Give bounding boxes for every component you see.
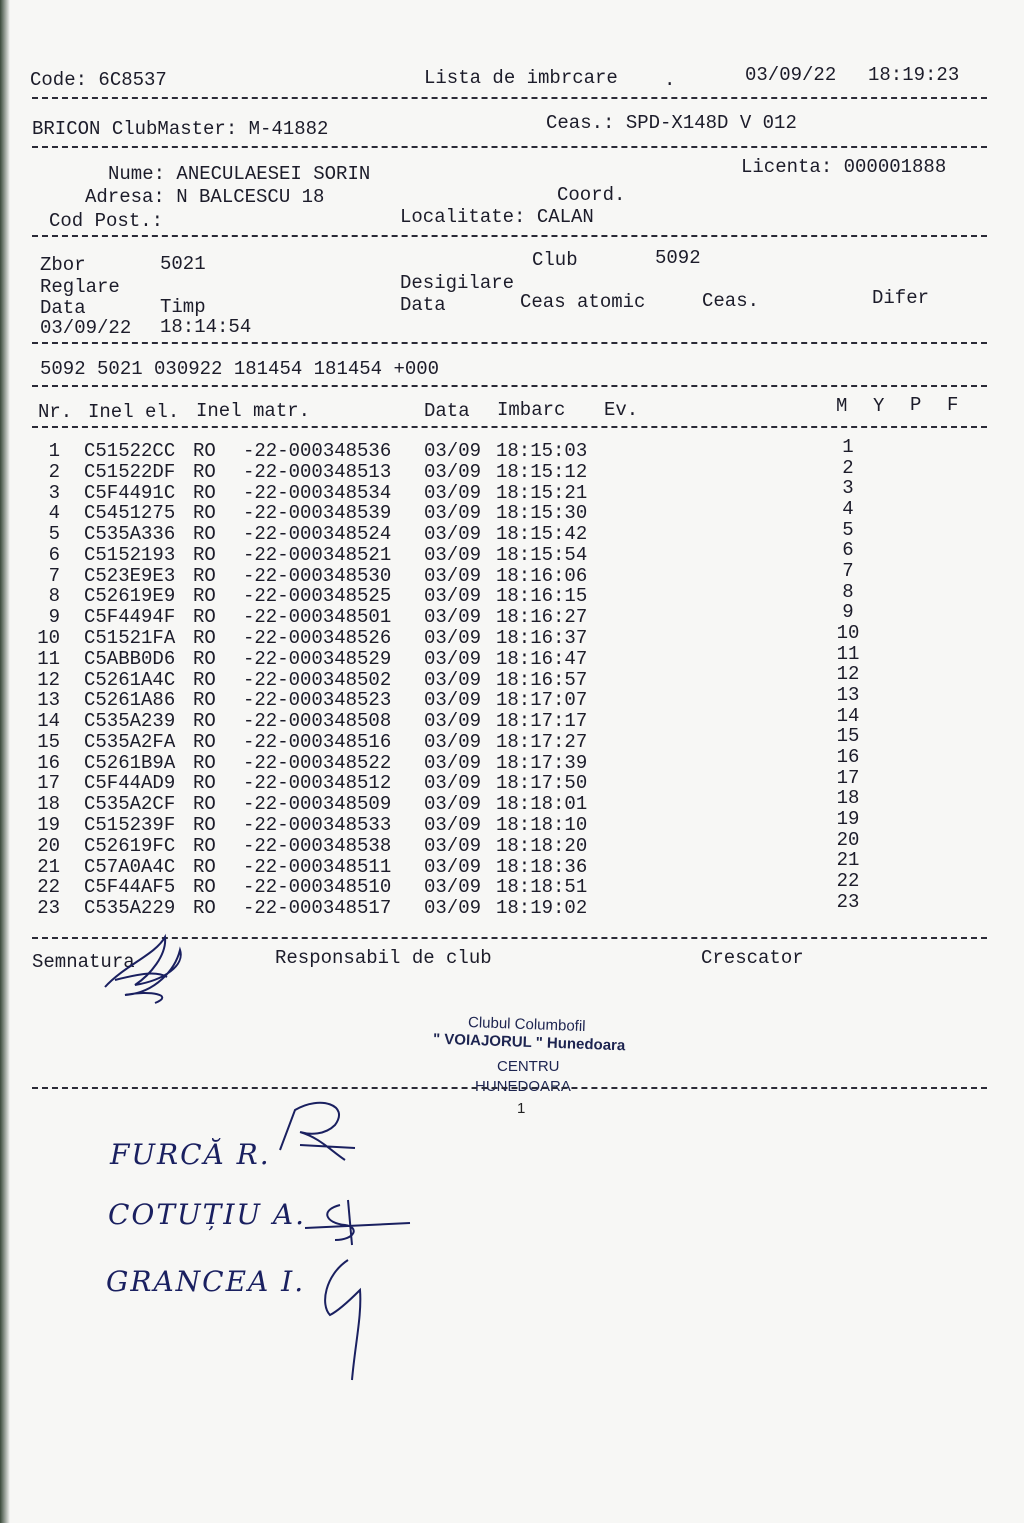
- col-imbarc: Imbarc: [497, 399, 566, 421]
- cell-el: C535A229: [84, 897, 176, 920]
- cell-ro: RO: [193, 834, 216, 857]
- cell-nr: 4: [48, 502, 60, 525]
- cell-m: 10: [836, 621, 860, 644]
- breeder-label: Crescator: [701, 947, 804, 969]
- cell-matr: -22-000348521: [243, 543, 392, 566]
- cell-el: C5152193: [84, 543, 176, 566]
- cell-data: 03/09: [424, 772, 482, 795]
- cell-m: 12: [836, 663, 860, 686]
- print-date: 03/09/22: [745, 64, 837, 86]
- page-edge-shadow: [0, 0, 10, 1523]
- cell-ro: RO: [193, 814, 216, 837]
- cell-el: C5F44AD9: [84, 772, 176, 795]
- cell-nr: 9: [48, 606, 60, 629]
- page-number: 1: [517, 1100, 526, 1117]
- cell-el: C535A2FA: [84, 730, 176, 753]
- unsealing-date-label: Data: [400, 294, 446, 316]
- handwritten-name-1: FURCĂ R.: [110, 1138, 271, 1171]
- cell-nr: 1: [48, 440, 60, 462]
- cell-time: 18:17:50: [496, 772, 588, 795]
- cell-data: 03/09: [424, 627, 482, 650]
- col-m: M: [836, 395, 848, 417]
- cell-time: 18:18:01: [496, 793, 588, 816]
- cell-time: 18:18:36: [496, 855, 588, 878]
- cell-nr: 14: [37, 710, 60, 733]
- cell-ro: RO: [193, 585, 216, 608]
- owner-name: Nume: ANECULAESEI SORIN: [108, 163, 371, 185]
- cell-ro: RO: [193, 523, 216, 546]
- cell-ro: RO: [193, 460, 216, 483]
- cell-matr: -22-000348538: [243, 834, 392, 857]
- cell-ro: RO: [193, 647, 216, 670]
- handwritten-name-3: GRANCEA I.: [106, 1265, 306, 1298]
- cell-m: 8: [842, 580, 854, 603]
- clubmaster-id: BRICON ClubMaster: M-41882: [32, 118, 329, 140]
- postal-code-label: Cod Post.:: [49, 210, 164, 232]
- cell-m: 22: [836, 869, 860, 892]
- stamp-line-3: CENTRU: [497, 1058, 560, 1075]
- table-row: [38, 580, 938, 608]
- owner-address: Adresa: N BALCESCU 18: [85, 186, 325, 208]
- cell-ro: RO: [193, 689, 216, 712]
- cell-m: 2: [842, 456, 854, 479]
- table-row: [37, 683, 938, 712]
- cell-data: 03/09: [424, 481, 482, 504]
- cell-el: C515239F: [84, 814, 176, 837]
- signature-1: [270, 1090, 370, 1175]
- cell-matr: -22-000348529: [243, 647, 392, 670]
- table-row: [38, 477, 938, 504]
- cell-time: 18:17:07: [496, 689, 588, 712]
- cell-data: 03/09: [424, 564, 482, 587]
- cell-nr: 5: [48, 523, 60, 546]
- table-row: [37, 828, 938, 857]
- cell-matr: -22-000348522: [243, 751, 392, 774]
- cell-m: 7: [842, 559, 854, 582]
- cell-el: C51522CC: [84, 440, 176, 462]
- cell-time: 18:18:10: [496, 814, 588, 837]
- setting-time: 18:14:54: [160, 316, 252, 338]
- cell-nr: 18: [37, 793, 60, 816]
- print-time: 18:19:23: [868, 64, 960, 86]
- cell-time: 18:16:15: [496, 585, 588, 608]
- cell-matr: -22-000348534: [243, 481, 392, 504]
- cell-matr: -22-000348525: [243, 585, 392, 608]
- code-label: Code: 6C8537: [30, 69, 167, 91]
- cell-ro: RO: [193, 772, 216, 795]
- cell-ro: RO: [193, 502, 216, 525]
- stamp-line-1: Clubul Columbofil: [467, 1013, 586, 1036]
- cell-time: 18:15:42: [496, 523, 588, 546]
- cell-ro: RO: [193, 876, 216, 899]
- table-row: [37, 787, 938, 816]
- cell-matr: -22-000348524: [243, 523, 392, 546]
- difference-label: Difer: [872, 287, 930, 309]
- cell-m: 17: [836, 766, 860, 789]
- cell-nr: 11: [37, 647, 60, 670]
- cell-matr: -22-000348516: [243, 730, 392, 753]
- cell-nr: 6: [48, 543, 60, 566]
- cell-el: C5F4491C: [84, 481, 176, 504]
- cell-data: 03/09: [424, 585, 482, 608]
- table-row: [38, 601, 938, 629]
- cell-m: 5: [842, 518, 854, 541]
- cell-ro: RO: [193, 751, 216, 774]
- cell-data: 03/09: [424, 689, 482, 712]
- table-row: [37, 725, 938, 753]
- cell-m: 1: [842, 436, 854, 458]
- col-f: F: [947, 394, 959, 416]
- cell-nr: 2: [48, 460, 60, 483]
- license-number: Licenta: 000001888: [741, 156, 947, 178]
- cell-data: 03/09: [424, 834, 482, 857]
- table-row: [38, 497, 938, 525]
- title-dot: .: [664, 69, 676, 91]
- club-label: Club: [532, 249, 578, 271]
- cell-m: 23: [836, 890, 860, 913]
- divider: [32, 235, 987, 237]
- cell-time: 18:17:27: [496, 730, 588, 753]
- cell-matr: -22-000348501: [243, 606, 392, 629]
- signature-label: Semnatura: [32, 951, 135, 973]
- cell-el: C5ABB0D6: [84, 647, 176, 670]
- cell-nr: 16: [37, 751, 60, 774]
- signature-2: [300, 1195, 420, 1255]
- table-row: [38, 559, 938, 587]
- cell-ro: RO: [193, 730, 216, 753]
- cell-ro: RO: [193, 543, 216, 566]
- cell-time: 18:16:06: [496, 564, 588, 587]
- cell-matr: -22-000348536: [243, 440, 392, 462]
- stamp-line-4: HUNEDOARA: [475, 1078, 571, 1095]
- cell-time: 18:17:39: [496, 751, 588, 774]
- cell-matr: -22-000348502: [243, 668, 392, 691]
- cell-time: 18:15:12: [496, 460, 588, 483]
- table-row: [37, 807, 938, 837]
- table-row: [37, 869, 938, 899]
- cell-data: 03/09: [424, 523, 482, 546]
- col-inel-matr: Inel matr.: [196, 400, 311, 422]
- cell-time: 18:15:21: [496, 481, 588, 504]
- date-label: Data: [40, 297, 86, 319]
- divider: [32, 97, 987, 99]
- cell-data: 03/09: [424, 543, 482, 566]
- cell-data: 03/09: [424, 440, 482, 462]
- cell-ro: RO: [193, 627, 216, 650]
- cell-time: 18:18:20: [496, 834, 588, 857]
- cell-nr: 10: [37, 627, 60, 650]
- cell-matr: -22-000348517: [243, 897, 392, 920]
- cell-data: 03/09: [424, 647, 482, 670]
- cell-ro: RO: [193, 710, 216, 733]
- cell-nr: 15: [37, 730, 60, 753]
- cell-nr: 13: [37, 689, 60, 712]
- cell-nr: 19: [37, 814, 60, 837]
- col-p: P: [910, 394, 922, 416]
- cell-m: 21: [836, 849, 860, 872]
- cell-el: C535A239: [84, 710, 176, 733]
- cell-time: 18:19:02: [496, 897, 588, 920]
- table-row: [38, 518, 938, 546]
- cell-m: 14: [836, 704, 860, 727]
- cell-el: C535A336: [84, 523, 176, 546]
- cell-ro: RO: [193, 564, 216, 587]
- cell-data: 03/09: [424, 502, 482, 525]
- table-row: [37, 704, 938, 733]
- col-data: Data: [424, 400, 470, 422]
- setting-date: 03/09/22: [40, 317, 132, 339]
- cell-m: 11: [836, 642, 860, 665]
- cell-matr: -22-000348526: [243, 627, 392, 650]
- signature-3: [310, 1255, 380, 1385]
- cell-el: C57A0A4C: [84, 855, 176, 878]
- cell-m: 18: [836, 787, 860, 810]
- col-y: Y: [873, 395, 885, 417]
- cell-m: 3: [842, 477, 854, 500]
- cell-time: 18:17:17: [496, 710, 588, 733]
- cell-m: 13: [836, 683, 860, 706]
- cell-matr: -22-000348513: [243, 460, 392, 483]
- divider: [32, 342, 987, 344]
- divider: [32, 426, 987, 428]
- cell-nr: 23: [37, 897, 60, 920]
- cell-data: 03/09: [424, 606, 482, 629]
- cell-m: 16: [836, 745, 860, 768]
- cell-m: 20: [836, 828, 860, 851]
- cell-time: 18:16:37: [496, 627, 588, 650]
- cell-matr: -22-000348510: [243, 876, 392, 899]
- coord-label: Coord.: [557, 184, 626, 206]
- divider: [32, 146, 987, 148]
- cell-el: C5261A4C: [84, 668, 176, 691]
- cell-ro: RO: [193, 481, 216, 504]
- cell-matr: -22-000348511: [243, 855, 392, 878]
- cell-data: 03/09: [424, 897, 482, 920]
- signature-scribble: [95, 925, 205, 1005]
- cell-m: 9: [842, 601, 854, 624]
- cell-time: 18:16:27: [496, 606, 588, 629]
- cell-ro: RO: [193, 897, 216, 920]
- divider: [32, 385, 987, 387]
- cell-data: 03/09: [424, 751, 482, 774]
- cell-el: C5451275: [84, 502, 176, 525]
- locality: Localitate: CALAN: [400, 206, 594, 228]
- cell-nr: 22: [37, 876, 60, 899]
- cell-matr: -22-000348533: [243, 814, 392, 837]
- cell-el: C5261A86: [84, 689, 176, 712]
- cell-matr: -22-000348530: [243, 564, 392, 587]
- cell-nr: 7: [48, 564, 60, 587]
- table-row: [38, 436, 938, 462]
- cell-matr: -22-000348539: [243, 502, 392, 525]
- cell-data: 03/09: [424, 460, 482, 483]
- cell-time: 18:15:54: [496, 543, 588, 566]
- cell-ro: RO: [193, 440, 216, 462]
- flight-number: 5021: [160, 253, 206, 275]
- table-row: [37, 642, 938, 670]
- col-inel-el: Inel el.: [88, 401, 180, 423]
- cell-data: 03/09: [424, 793, 482, 816]
- cell-matr: -22-000348523: [243, 689, 392, 712]
- atomic-clock-label: Ceas atomic: [520, 291, 646, 313]
- club-number: 5092: [655, 247, 701, 269]
- table-row: [37, 766, 938, 795]
- cell-nr: 20: [37, 834, 60, 857]
- club-responsible-label: Responsabil de club: [275, 947, 492, 969]
- cell-time: 18:15:30: [496, 502, 588, 525]
- unsealing-label: Desigilare: [400, 272, 515, 294]
- flight-label: Zbor: [40, 254, 86, 276]
- time-label: Timp: [160, 296, 206, 318]
- clock-id: Ceas.: SPD-X148D V 012: [546, 112, 797, 134]
- table-row: [37, 849, 938, 878]
- col-nr: Nr.: [38, 401, 73, 423]
- cell-time: 18:16:57: [496, 668, 588, 691]
- cell-el: C51522DF: [84, 460, 176, 483]
- cell-matr: -22-000348508: [243, 710, 392, 733]
- cell-ro: RO: [193, 668, 216, 691]
- cell-ro: RO: [193, 855, 216, 878]
- cell-data: 03/09: [424, 668, 482, 691]
- cell-m: 15: [836, 725, 860, 748]
- cell-matr: -22-000348509: [243, 793, 392, 816]
- cell-el: C52619E9: [84, 585, 176, 608]
- cell-el: C535A2CF: [84, 793, 176, 816]
- document-title: Lista de imbrcare: [424, 67, 618, 89]
- cell-data: 03/09: [424, 814, 482, 837]
- cell-el: C5F4494F: [84, 606, 176, 629]
- cell-ro: RO: [193, 606, 216, 629]
- handwritten-name-2: COTUȚIU A.: [108, 1198, 307, 1231]
- cell-el: C51521FA: [84, 627, 176, 650]
- stamp-line-2: " VOIAJORUL " Hunedoara: [432, 1030, 626, 1055]
- cell-nr: 3: [48, 481, 60, 504]
- cell-el: C52619FC: [84, 834, 176, 857]
- flight-summary: 5092 5021 030922 181454 181454 +000: [40, 358, 440, 380]
- cell-nr: 21: [37, 855, 60, 878]
- cell-m: 19: [836, 807, 860, 830]
- table-row: [37, 890, 938, 920]
- col-ev: Ev.: [604, 399, 639, 421]
- cell-ro: RO: [193, 793, 216, 816]
- cell-data: 03/09: [424, 876, 482, 899]
- cell-data: 03/09: [424, 710, 482, 733]
- cell-data: 03/09: [424, 730, 482, 753]
- table-row: [37, 745, 938, 774]
- divider: [32, 1087, 987, 1089]
- cell-el: C5F44AF5: [84, 876, 176, 899]
- table-row: [37, 663, 938, 691]
- cell-m: 4: [842, 497, 854, 520]
- cell-el: C523E9E3: [84, 564, 176, 587]
- cell-el: C5261B9A: [84, 751, 176, 774]
- cell-matr: -22-000348512: [243, 772, 392, 795]
- cell-data: 03/09: [424, 855, 482, 878]
- cell-nr: 12: [37, 668, 60, 691]
- clock-label: Ceas.: [702, 290, 760, 312]
- table-row: [38, 456, 938, 483]
- cell-time: 18:16:47: [496, 647, 588, 670]
- cell-time: 18:15:03: [496, 440, 588, 462]
- table-row: [38, 539, 938, 566]
- cell-time: 18:18:51: [496, 876, 588, 899]
- cell-nr: 8: [48, 585, 60, 608]
- cell-m: 6: [842, 539, 854, 562]
- cell-nr: 17: [37, 772, 60, 795]
- setting-label: Reglare: [40, 276, 120, 298]
- table-row: [37, 621, 938, 650]
